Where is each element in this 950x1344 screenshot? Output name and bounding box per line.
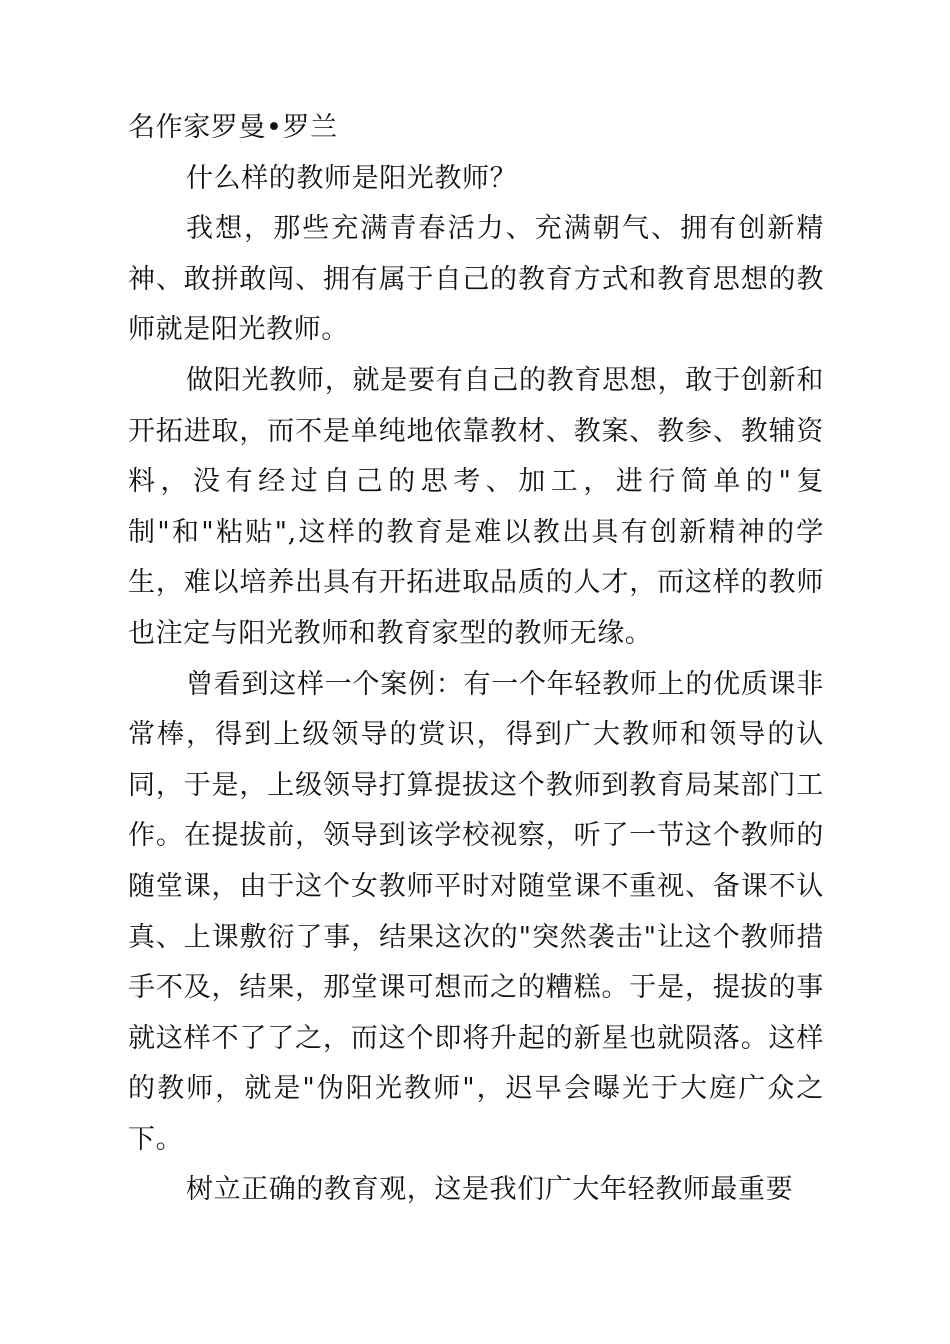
body-text	[128, 103, 824, 1216]
paragraph-fragment: 名作家罗曼•罗兰	[128, 112, 338, 143]
paragraph-innovation: 做阳光教师，就是要有自己的教育思想，敢于创新和开拓进取，而不是单纯地依靠教材、教案、教参、教辅资料，没有经过自己的思考、加工，进行简单的"复制"和"粘贴",这样的教育是难以教出具有创新精神的学生，难以培养出具有开拓进取品质的人才，而这样的教师也注定与阳光教师和教育家型的教师无缘。	[128, 364, 824, 649]
paragraph-question: 什么样的教师是阳光教师？	[186, 162, 518, 194]
paragraph-education-view: 树立正确的教育观，这是我们广大年轻教师最重要	[186, 1174, 794, 1206]
paragraph-definition: 我想，那些充满青春活力、充满朝气、拥有创新精神、敢拼敢闯、拥有属于自己的教育方式和教育思想的教师就是阳光教师。	[128, 213, 824, 346]
paragraph-case-study: 曾看到这样一个案例：有一个年轻教师上的优质课非常棒，得到上级领导的赏识，得到广大教师和领导的认同，于是，上级领导打算提拔这个教师到教育局某部门工作。在提拔前，领导到该学校视察，听了一节这个教师的随堂课，由于这个女教师平时对随堂课不重视、备课不认真、上课敷衍了事，结果这次的"突然袭击"让这个教师措手不及，结果，那堂课可想而之的糟糕。于是，提拔的事就这样不了了之，而这个即将升起的新星也就陨落。这样的教师，就是"伪阳光教师"，迟早会曝光于大庭广众之下。	[128, 668, 824, 1155]
